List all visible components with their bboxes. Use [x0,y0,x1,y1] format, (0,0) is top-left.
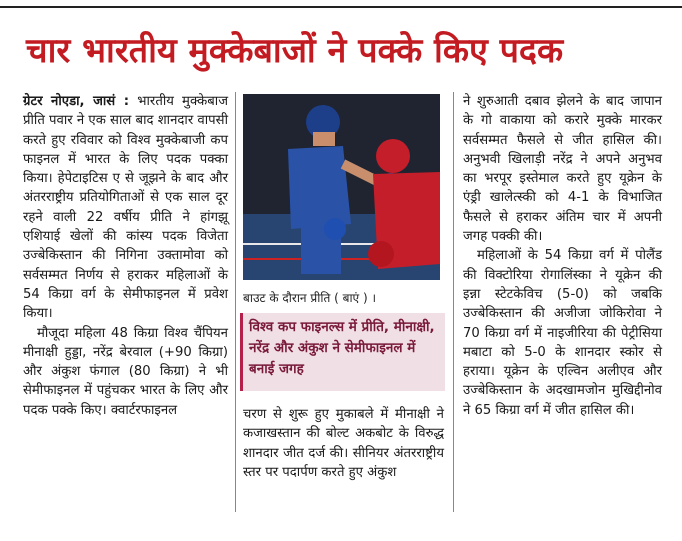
article-column-middle [243,405,444,482]
headline: चार भारतीय मुक्केबाजों ने पक्के किए पदक [26,31,564,71]
article-paragraph-2: मौजूदा महिला 48 किग्रा विश्व चैंपियन मीनाक्षी हुड्डा, नरेंद्र बेरवाल (+90 किग्रा) और अंकुश फंगाल (80 किग्रा) ने भी सेमीफाइनल में पहुंचकर भारत के लिए और पदक पक्के किए। क्वार्टरफाइनल [23,325,228,418]
article-column-left [23,92,228,420]
column-divider [453,92,454,512]
photo-caption: बाउट के दौरान प्रीति ( बाएं ) । [243,291,377,305]
boxing-photo [243,94,440,280]
boxing-photo-illustration [243,94,440,280]
article-paragraph-1: भारतीय मुक्केबाज प्रीति पवार ने एक साल बाद शानदार वापसी करते हुए रविवार को विश्व मुक्केबाजी कप फाइनल में भारत के लिए पदक पक्का किया। हेपेटाइटिस ए से जूझने के बाद और अंतरराष्ट्रीय प्रतियोगिताओं से एक साल दूर रहने वाली 22 वर्षीय प्रीति ने हांगझू एशियाई खेलों की कांस्य पदक विजेता उज्बेकिस्तान की निगिना उक्तामोवा को सर्वसम्मत निर्णय से हराकर महिलाओं के 54 किग्रा वर्ग के सेमीफाइनल में प्रवेश किया। [23,94,228,322]
article-paragraph-3: चरण से शुरू हुए मुकाबले में मीनाक्षी ने कजाखस्तान की बोल्ट अकबोट के विरुद्ध शानदार जीत दर्ज की। सीनियर अंतरराष्ट्रीय स्तर पर पदार्पण करते हुए अंकुश [243,407,444,480]
article-column-right [463,92,662,420]
pull-quote: विश्व कप फाइनल्स में प्रीति, मीनाक्षी, नरेंद्र और अंकुश ने सेमीफाइनल में बनाई जगह [240,313,445,391]
dateline: ग्रेटर नोएडा, जासं : [23,94,130,109]
column-divider [235,92,236,512]
article-paragraph-4: ने शुरुआती दबाव झेलने के बाद जापान के गो वाकाया को करारे मुक्के मारकर सर्वसम्मत फैसले से जीत हासिल की। अनुभवी खिलाड़ी नरेंद्र ने अपने अनुभव का भरपूर इस्तेमाल करते हुए यूक्रेन के एंड्री खालेत्स्की को 4-1 के विभाजित फैसले से हराकर अंतिम चार में अपनी जगह पक्की की। [463,94,662,245]
top-rule [0,0,682,8]
article-paragraph-5: महिलाओं के 54 किग्रा वर्ग में पोलैंड की विक्टोरिया रोगालिंस्का ने यूक्रेन की इन्ना स्टेटकेविच (5-0) को जबकि उज्बेकिस्तान की अजीजा जोकिरोवा ने 70 किग्रा वर्ग में नाइजीरिया की पेट्रीसिया मबाटा को 5-0 के शानदार स्कोर से हराया। यूक्रेन के एल्विन अलीएव और उज्बेकिस्तान के अदखामजोन मुखिद्दीनोव ने 65 किग्रा वर्ग में जीत हासिल की। [463,248,662,418]
